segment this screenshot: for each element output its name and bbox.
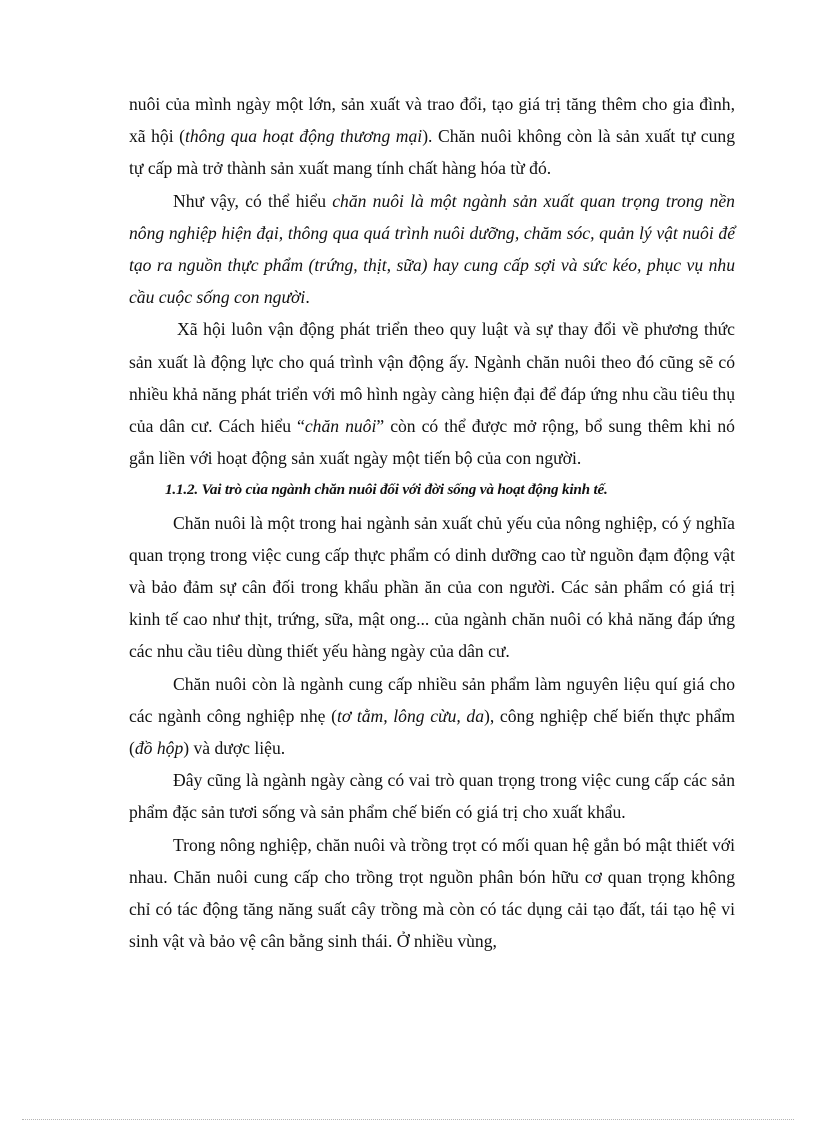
italic-text-run: đồ hộp <box>134 738 184 759</box>
text-run: Trong nông nghiệp, chăn nuôi và trồng trọt có mối quan hệ gắn bó mật thiết với nhau. Chăn nuôi cung cấp cho trồng trọt nguồn phân bón hữu cơ quan trọng không chỉ có tác động tăng năng suất cây trồng mà còn có tác dụng cải tạo đất, tái tạo hệ vi sinh vật và bảo vệ cân bằng sinh thái. Ở nhiều vùng, <box>129 834 735 952</box>
paragraph-7 <box>129 829 735 958</box>
text-run: Chăn nuôi còn là ngành cung cấp nhiều sản phẩm làm nguyên liệu quí giá cho các ngành công nghiệp nhẹ ( <box>129 673 735 726</box>
body-text <box>129 88 735 957</box>
paragraph-1 <box>129 88 735 185</box>
text-run: ” còn có thể được mở rộng, bổ sung thêm khi nó gắn liền với hoạt động sản xuất ngày một tiến bộ của con người. <box>129 416 735 469</box>
text-run: . <box>305 287 310 308</box>
italic-text-run: chăn nuôi <box>304 416 377 437</box>
paragraph-2 <box>129 185 735 314</box>
italic-text-run: chăn nuôi là một ngành sản xuất quan trọng trong nền nông nghiệp hiện đại, thông qua quá trình nuôi dưỡng, chăm sóc, quản lý vật nuôi để tạo ra nguồn thực phẩm (trứng, thịt, sữa) hay cung cấp sợi và sức kéo, phục vụ nhu cầu cuộc sống con người <box>129 190 735 308</box>
text-run: Như vậy, có thể hiểu <box>173 190 333 211</box>
text-run: ) và dược liệu. <box>183 738 286 759</box>
italic-text-run: tơ tằm, lông cừu, da <box>336 705 485 726</box>
text-run: Chăn nuôi là một trong hai ngành sản xuất chủ yếu của nông nghiệp, có ý nghĩa quan trọng trong việc cung cấp thực phẩm có dinh dưỡng cao từ nguồn đạm động vật và bảo đảm sự cân đối trong khẩu phần ăn của con người. Các sản phẩm có giá trị kinh tế cao như thịt, trứng, sữa, mật ong... của ngành chăn nuôi có khả năng đáp ứng các nhu cầu tiêu dùng thiết yếu hàng ngày của dân cư. <box>129 512 735 662</box>
paragraph-3 <box>129 313 735 474</box>
text-run: ). Chăn nuôi không còn là sản xuất tự cung tự cấp mà trở thành sản xuất mang tính chất hàng hóa từ đó. <box>129 126 735 179</box>
paragraph-4 <box>129 507 735 668</box>
footer-dotted-line <box>22 1119 794 1120</box>
text-run: Xã hội luôn vận động phát triển theo quy luật và sự thay đổi về phương thức sản xuất là động lực cho quá trình vận động ấy. Ngành chăn nuôi theo đó cũng sẽ có nhiều khả năng phát triển với mô hình ngày càng hiện đại để đáp ứng nhu cầu tiêu thụ của dân cư. Cách hiểu “ <box>129 319 735 437</box>
text-run: ), công nghiệp chế biến thực phẩm ( <box>129 705 735 759</box>
section-heading: 1.1.2. Vai trò của ngành chăn nuôi đối với đời sống và hoạt động kinh tế. <box>165 481 608 499</box>
italic-text-run: thông qua hoạt động thương mại <box>185 126 423 147</box>
paragraph-6 <box>129 764 735 828</box>
text-run: nuôi của mình ngày một lớn, sản xuất và trao đổi, tạo giá trị tăng thêm cho gia đình, xã hội ( <box>129 94 735 147</box>
paragraph-5 <box>129 668 735 765</box>
text-run: Đây cũng là ngành ngày càng có vai trò quan trọng trong việc cung cấp các sản phẩm đặc sản tươi sống và sản phẩm chế biến có giá trị cho xuất khẩu. <box>129 770 735 823</box>
